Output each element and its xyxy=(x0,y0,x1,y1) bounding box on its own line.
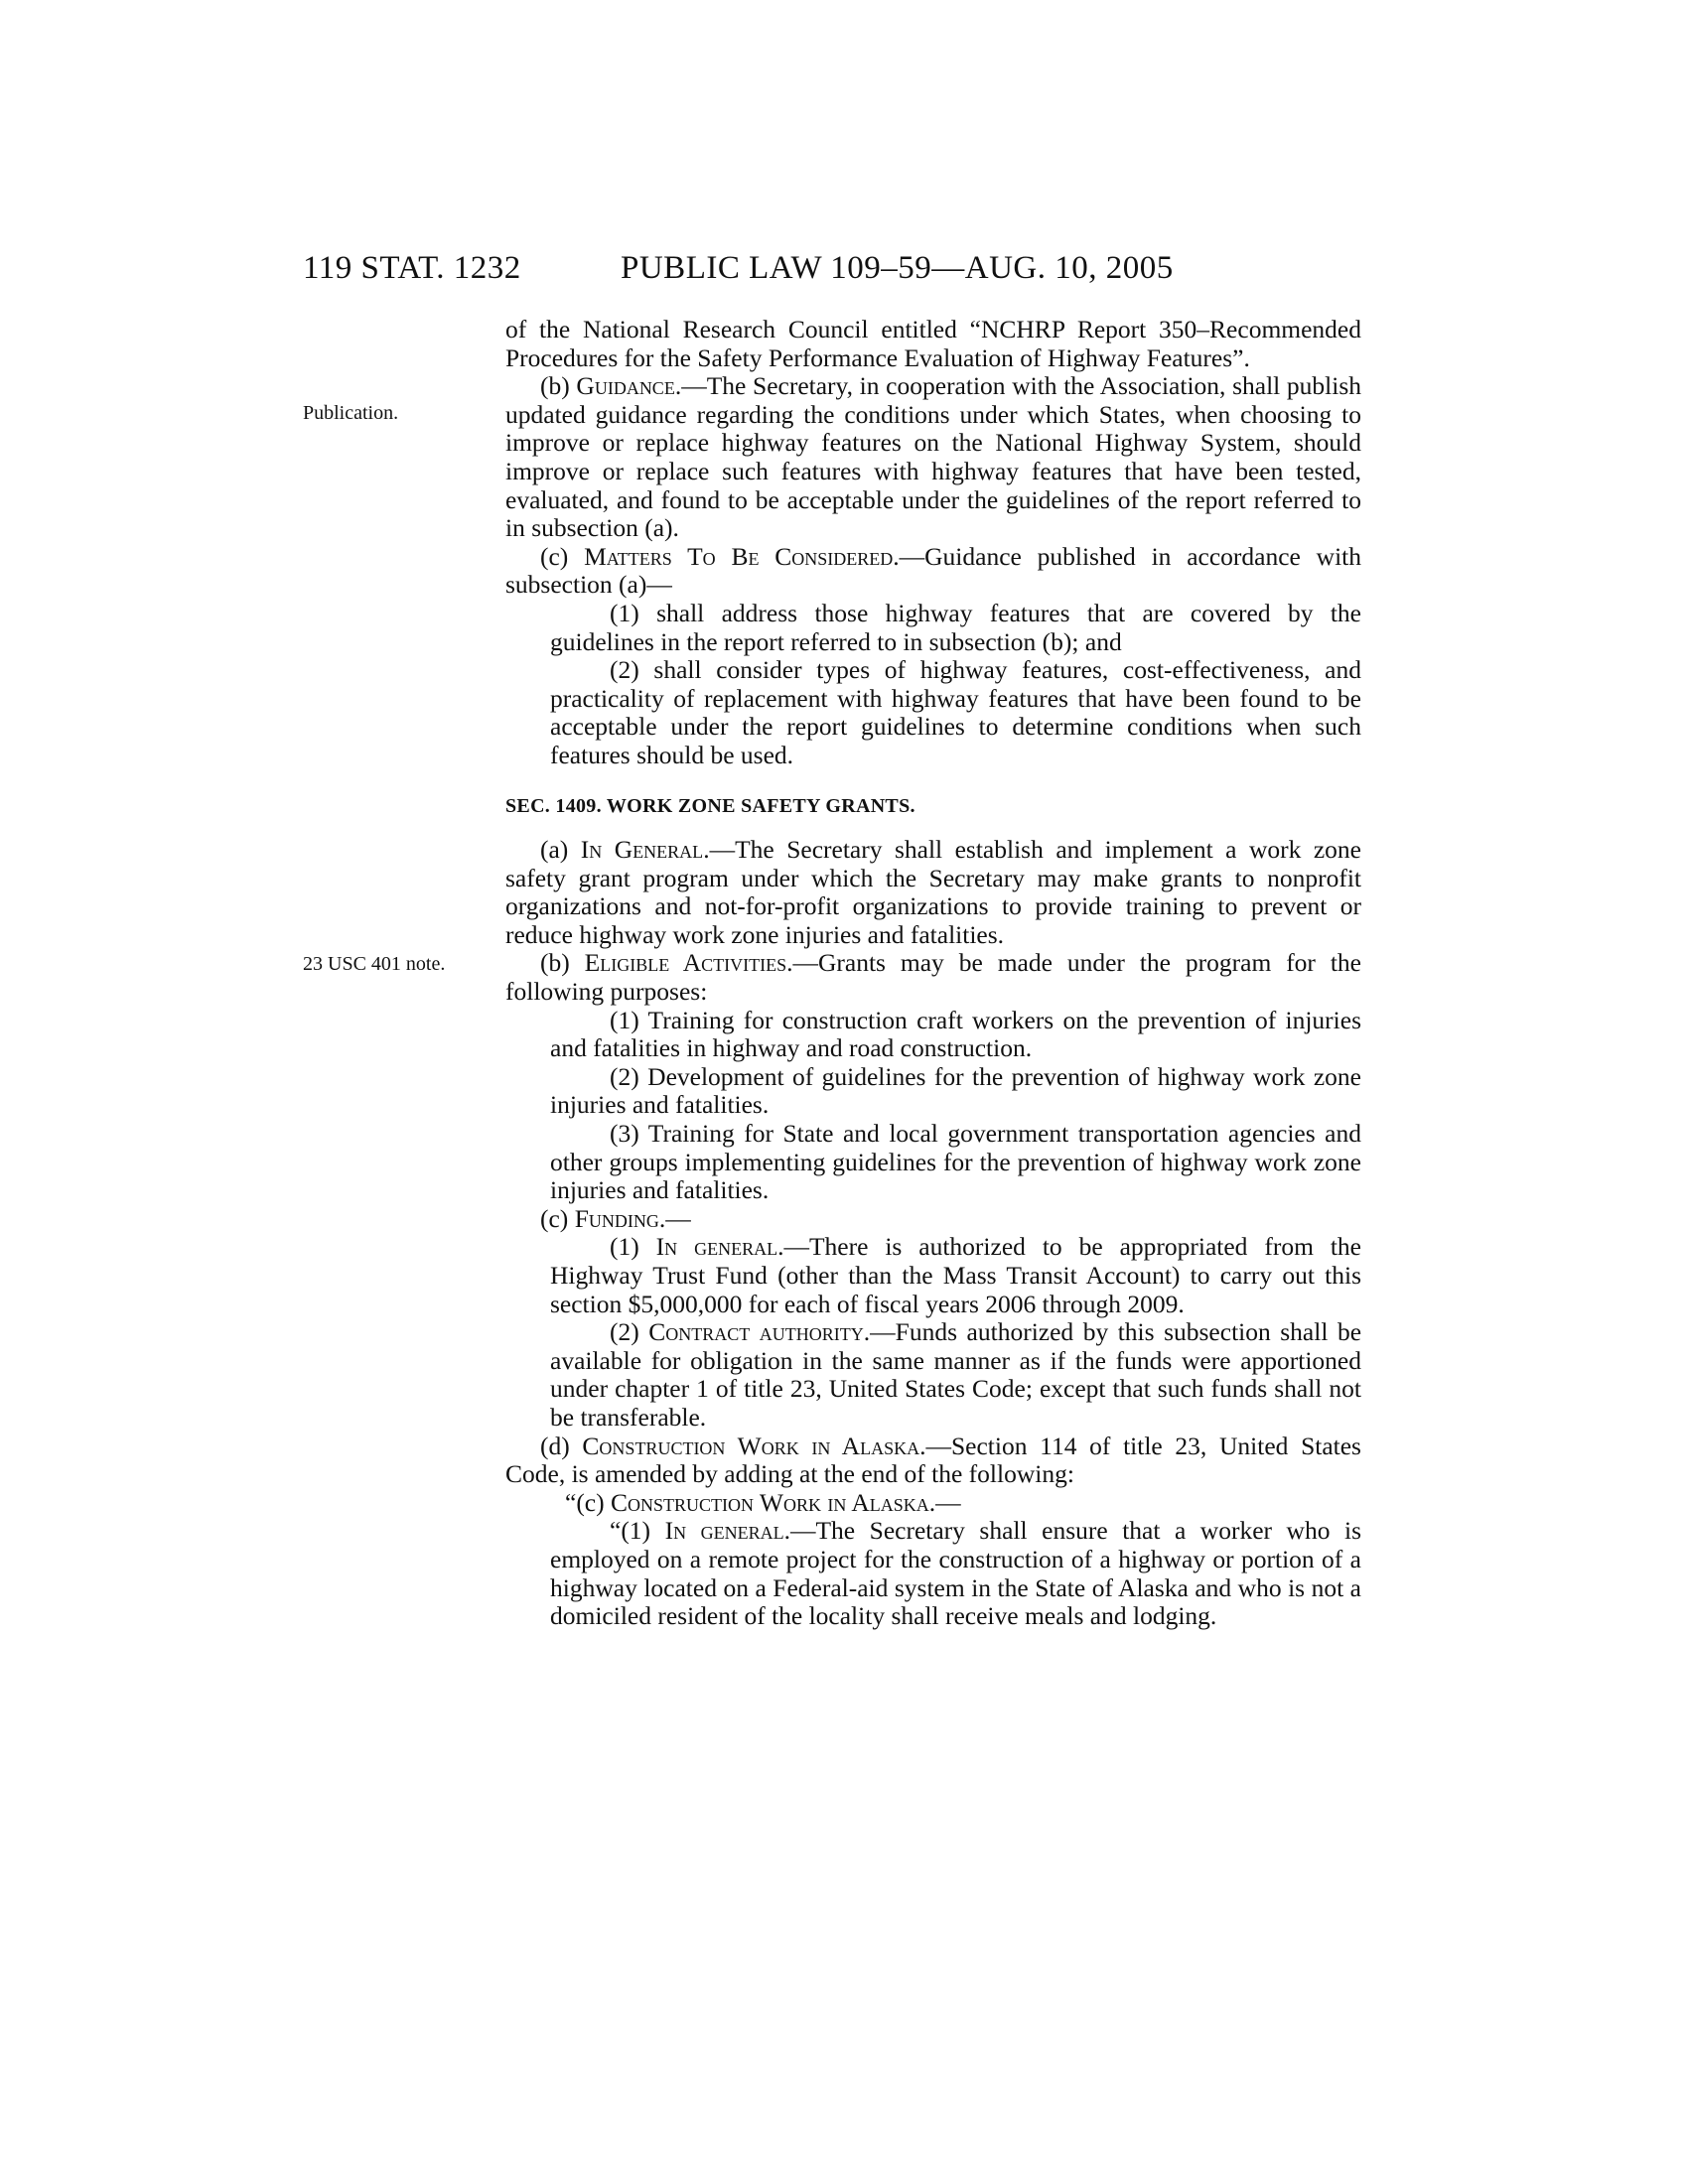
paragraph-text: .—There is authorized to be appropriated from the Highway Trust Fund (other than the Mass Transit Account) to carry out this section $5,000,000 for each of fiscal years 2006 through 2009. xyxy=(550,1232,1362,1318)
paragraph-text: .—The Secretary shall ensure that a worker who is employed on a remote project for the construction of a highway or portion of a highway located on a Federal-aid system in the State of Alaska and who is not a domiciled resident of the locality shall receive meals and lodging. xyxy=(550,1516,1361,1631)
paragraph-c-matters xyxy=(505,543,1361,600)
subparagraph-c-2: (2) shall consider types of highway features, cost-effectiveness, and practicality of replacement with highway features that have been found to be acceptable under the report guidelines to determine conditions when such features should be used. xyxy=(550,655,1361,769)
paragraph-heading: In general xyxy=(664,1516,784,1546)
paragraph-b-eligible xyxy=(505,949,1361,1006)
public-law-title: PUBLIC LAW 109–59—AUG. 10, 2005 xyxy=(621,250,1174,286)
paragraph-text: .—Grants may be made under the program for the following purposes: xyxy=(505,948,1361,1007)
paragraph-heading: Eligible Activities xyxy=(584,948,787,978)
paragraph-heading: In General xyxy=(580,835,704,865)
subparagraph-b-3: (3) Training for State and local government transportation agencies and other groups implementing guidelines for the prevention of highway work zone injuries and fatalities. xyxy=(550,1119,1361,1205)
subparagraph-c-1: (1) shall address those highway features that are covered by the guidelines in the report referred to in subsection (b); and xyxy=(550,598,1361,656)
statute-page-number: 119 STAT. 1232 xyxy=(303,250,521,286)
paragraph-heading: Contract authority xyxy=(648,1317,864,1347)
paragraph-text: .—Section 114 of title 23, United States Code, is amended by adding at the end of the following: xyxy=(505,1431,1361,1489)
paragraph-heading: Guidance xyxy=(576,371,675,401)
quoted-subparagraph-1 xyxy=(505,1517,1361,1630)
margin-note-publication: Publication. xyxy=(303,402,399,424)
paragraph-label: (a) xyxy=(540,835,581,865)
subparagraph-b-1: (1) Training for construction craft workers on the prevention of injuries and fatalities in highway and road construction. xyxy=(550,1005,1361,1063)
paragraph-text: .— xyxy=(928,1487,961,1517)
paragraph-text: .— xyxy=(658,1203,691,1233)
paragraph-heading: Matters To Be Considered xyxy=(584,541,894,571)
paragraph-heading: Funding xyxy=(574,1203,659,1233)
subparagraph-b-2: (2) Development of guidelines for the prevention of highway work zone injuries and fatalities. xyxy=(550,1061,1361,1120)
paragraph-d-alaska xyxy=(505,1433,1361,1489)
margin-note-usc: 23 USC 401 note. xyxy=(303,953,446,975)
paragraph-label: (b) xyxy=(540,948,585,978)
paragraph-b-guidance xyxy=(505,372,1361,543)
paragraph-label: “(c) xyxy=(565,1487,611,1517)
body-text xyxy=(505,316,1361,1631)
paragraph-text: .—The Secretary, in cooperation with the Association, shall publish updated guidance regarding the conditions under which States, when choosing to improve or replace highway features on the National Highway System, should improve or replace such features with highway features that have been tested, evaluated, and found to be acceptable under the guidelines of the report referred to in subsection (a). xyxy=(505,371,1361,543)
subparagraph-c-1-funding xyxy=(505,1233,1361,1318)
paragraph-label: (2) xyxy=(610,1317,649,1347)
section-heading: SEC. 1409. WORK ZONE SAFETY GRANTS. xyxy=(505,794,915,817)
paragraph-label: (1) xyxy=(610,1232,656,1262)
paragraph-label: (b) xyxy=(540,371,577,401)
paragraph-heading: Construction Work in Alaska xyxy=(582,1431,920,1460)
paragraph-label: “(1) xyxy=(610,1516,665,1546)
paragraph-text: .—Guidance published in accordance with subsection (a)— xyxy=(505,541,1361,600)
paragraph-text: .—The Secretary shall establish and implement a work zone safety grant program under which the Secretary may make grants to nonprofit organizations and not-for-profit organizations to provide training to prevent or reduce highway work zone injuries and fatalities. xyxy=(505,835,1361,949)
paragraph-text: .—Funds authorized by this subsection shall be available for obligation in the same manner as if the funds were apportioned under chapter 1 of title 23, United States Code; except that such funds shall not be transferable. xyxy=(550,1317,1362,1432)
subparagraph-c-2-contract xyxy=(505,1318,1361,1432)
paragraph-label: (c) xyxy=(540,1203,575,1233)
paragraph-a-in-general xyxy=(505,836,1361,949)
paragraph-label: (d) xyxy=(540,1431,583,1460)
paragraph-heading: In general xyxy=(655,1232,778,1262)
paragraph-label: (c) xyxy=(540,541,585,571)
paragraph-c-funding xyxy=(505,1205,1361,1234)
paragraph-continuation: of the National Research Council entitled “NCHRP Report 350–Recommended Procedures for the Safety Performance Evaluation of Highway Features”. xyxy=(505,315,1361,372)
paragraph-heading: Construction Work in Alaska xyxy=(611,1487,929,1517)
quoted-paragraph-c xyxy=(505,1489,1361,1518)
